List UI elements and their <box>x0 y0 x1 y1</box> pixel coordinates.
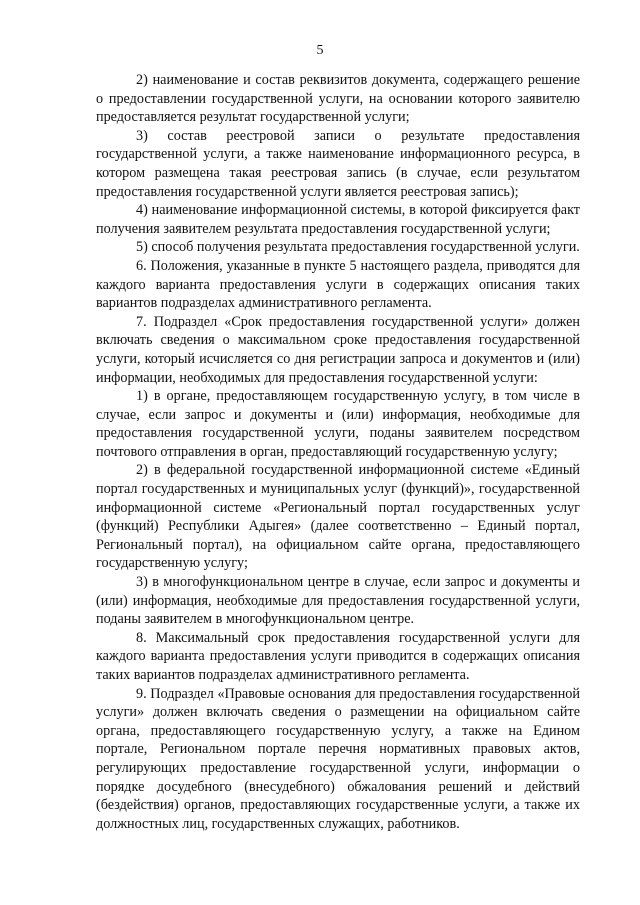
paragraph-clause-8: 8. Максимальный срок предоставления государственной услуги для каждого варианта предоставления услуги приводится в содержащих описания таких вариантов подразделах административного регламента. <box>96 629 580 683</box>
paragraph-clause-7-item-3: 3) в многофункциональном центре в случае, если запрос и документы и (или) информация, необходимые для предоставления государственной услуги, поданы заявителем в многофункциональном центре. <box>96 574 580 628</box>
paragraph-clause-9: 9. Подраздел «Правовые основания для предоставления государственной услуги» должен включать сведения о размещении на официальном сайте органа, предоставляющего государственную услугу, а также на Едином портале, Региональном портале перечня нормативных правовых актов, регулирующих предоставление государственной услуги, информации о порядке досудебного (внесудебного) обжалования решений и действий (бездействия) органов, предоставляющих государственные услуги, а также их должностных лиц, государственных служащих, работников. <box>96 685 580 832</box>
paragraph-clause-7: 7. Подраздел «Срок предоставления государственной услуги» должен включать сведения о максимальном сроке предоставления государственной услуги, который исчисляется со дня регистрации запроса и документов и (или) информации, необходимых для предоставления государственной услуги: <box>96 313 580 386</box>
paragraph-clause-6: 6. Положения, указанные в пункте 5 настоящего раздела, приводятся для каждого варианта предоставления услуги в содержащих описания таких вариантов подразделах административного регламента. <box>96 257 580 312</box>
paragraph-item-2-requisites: 2) наименование и состав реквизитов документа, содержащего решение о предоставлении государственной услуги, на основании которого заявителю предоставляется результат государственной услуги; <box>96 72 580 126</box>
paragraph-item-5-result-method: 5) способ получения результата предоставления государственной услуги. <box>136 239 580 256</box>
paragraph-item-4-information-system: 4) наименование информационной системы, в которой фиксируется факт получения заявителем результата предоставления государственной услуги; <box>96 202 580 237</box>
document-body <box>96 71 580 833</box>
page-number: 5 <box>316 43 324 58</box>
paragraph-clause-7-item-2: 2) в федеральной государственной информационной системе «Единый портал государственных и муниципальных услуг (функций)», государственной информационной системе «Региональный портал государственных услуг (функций) Республики Адыгея» (далее соответственно – Единый портал, Региональный портал), на официальном сайте органа, предоставляющего государственную услугу; <box>96 462 580 572</box>
paragraph-clause-7-item-1: 1) в органе, предоставляющем государственную услугу, в том числе в случае, если запрос и документы и (или) информация, необходимые для предоставления государственной услуги, поданы заявителем посредством почтового отправления в орган, предоставляющий государственную услугу; <box>96 388 580 460</box>
paragraph-item-3-registry-record: 3) состав реестровой записи о результате предоставления государственной услуги, а также наименование информационного ресурса, в котором размещена такая реестровая запись (в случае, если результатом предоставления государственной услуги является реестровая запись); <box>96 127 580 200</box>
